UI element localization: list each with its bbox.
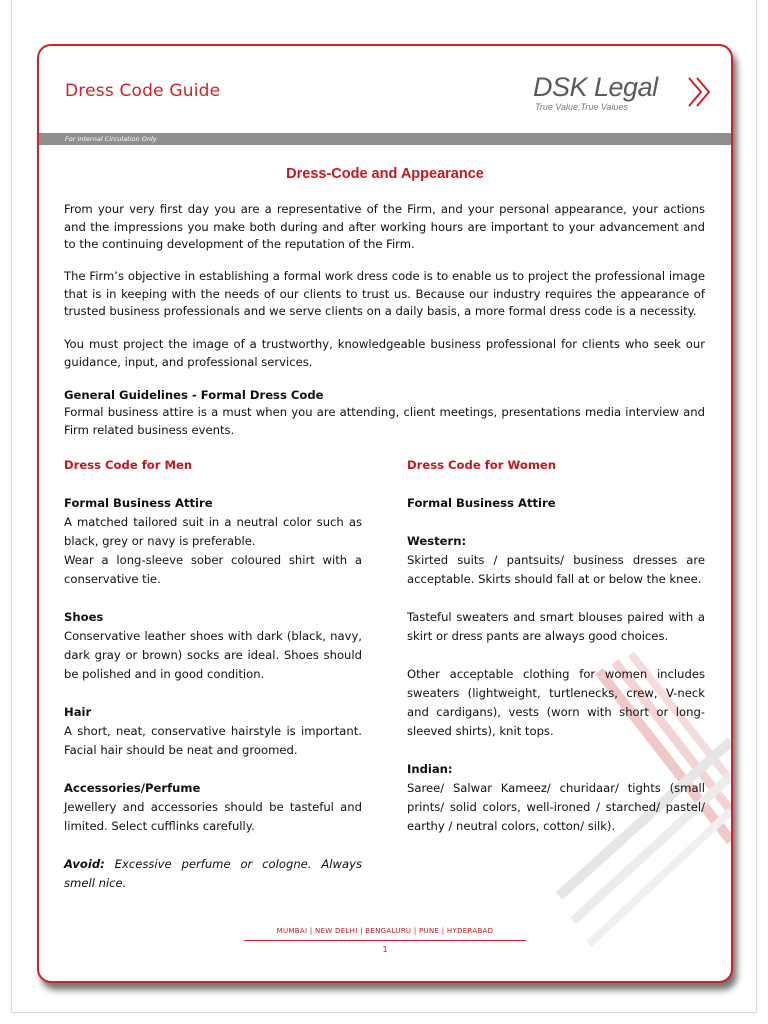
men-shoes-heading: Shoes — [64, 610, 104, 624]
women-western-text-suits: Skirted suits / pantsuits/ business dresses are acceptable. Skirts should fall at or below the knee. — [407, 553, 705, 586]
men-heading: Dress Code for Men — [64, 458, 193, 472]
women-dress-code-column — [407, 456, 705, 836]
men-attire-text-suit: A matched tailored suit in a neutral color such as black, grey or navy is preferable. — [64, 515, 362, 548]
guidelines-text: Formal business attire is a must when you are attending, client meetings, presentations media interview and Firm related business events. — [64, 405, 705, 437]
logo-tagline: True Value,True Values — [535, 102, 629, 112]
women-indian-heading: Indian: — [407, 762, 453, 776]
outer-page-edge-right — [756, 0, 757, 1012]
avoid-label: Avoid: — [64, 857, 105, 871]
outer-page-edge-bottom — [11, 1012, 757, 1013]
document-page — [37, 44, 733, 983]
page-number: 1 — [382, 945, 388, 954]
men-accessories-heading: Accessories/Perfume — [64, 781, 201, 795]
men-hair-text: A short, neat, conservative hairstyle is important. Facial hair should be neat and groomed. — [64, 724, 362, 757]
women-indian-text: Saree/ Salwar Kameez/ churidaar/ tights (small prints/ solid colors, well-ironed / starched/ pastel/ earthy / neutral colors, cotton/ silk). — [407, 781, 705, 833]
men-avoid-note — [64, 855, 362, 893]
logo-text: DSK Legal — [533, 72, 658, 102]
circulation-note: For Internal Circulation Only — [65, 135, 157, 143]
avoid-text: Excessive perfume or cologne. Always smell nice. — [64, 857, 362, 890]
men-attire-heading: Formal Business Attire — [64, 496, 213, 510]
men-accessories-text: Jewellery and accessories should be tasteful and limited. Select cufflinks carefully. — [64, 800, 362, 833]
guidelines-heading: General Guidelines - Formal Dress Code — [64, 388, 324, 402]
document-title: Dress-Code and Appearance — [286, 166, 484, 182]
men-hair-heading: Hair — [64, 705, 92, 719]
circulation-bar — [39, 133, 731, 145]
logo-chevron-icon — [685, 75, 715, 109]
header-title: Dress Code Guide — [65, 81, 221, 101]
women-western-heading: Western: — [407, 534, 467, 548]
men-dress-code-column — [64, 456, 362, 893]
women-attire-heading: Formal Business Attire — [407, 496, 556, 510]
company-logo — [533, 68, 723, 118]
women-western-text-other: Other acceptable clothing for women includes sweaters (lightweight, turtlenecks, crew, V-neck and cardigans), vests (worn with short or long-sleeved shirts), knit tops. — [407, 667, 705, 738]
men-shoes-text: Conservative leather shoes with dark (black, navy, dark gray or brown) socks are ideal. Shoes should be polished and in good condition. — [64, 629, 362, 681]
outer-page-edge-left — [11, 0, 12, 1012]
men-attire-text-shirt: Wear a long-sleeve sober coloured shirt with a conservative tie. — [64, 553, 362, 586]
objective-paragraph: The Firm’s objective in establishing a formal work dress code is to enable us to project the professional image that is in keeping with the needs of our clients to trust us. Because our industry requires the appearance of trusted business professionals and we serve clients on a daily basis, a more formal dress code is a necessity. — [64, 269, 705, 318]
intro-paragraph: From your very first day you are a representative of the Firm, and your personal appearance, your actions and the impressions you make both during and after working hours are important to your advancement and to the continuing development of the reputation of the Firm. — [64, 202, 705, 251]
footer-divider — [244, 940, 526, 941]
women-western-text-sweaters: Tasteful sweaters and smart blouses paired with a skirt or dress pants are always good choices. — [407, 610, 705, 643]
footer-office-cities: MUMBAI | NEW DELHI | BENGALURU | PUNE | HYDERABAD — [276, 927, 494, 935]
women-heading: Dress Code for Women — [407, 458, 557, 472]
image-paragraph: You must project the image of a trustworthy, knowledgeable business professional for clients who seek our guidance, input, and professional services. — [64, 337, 705, 369]
